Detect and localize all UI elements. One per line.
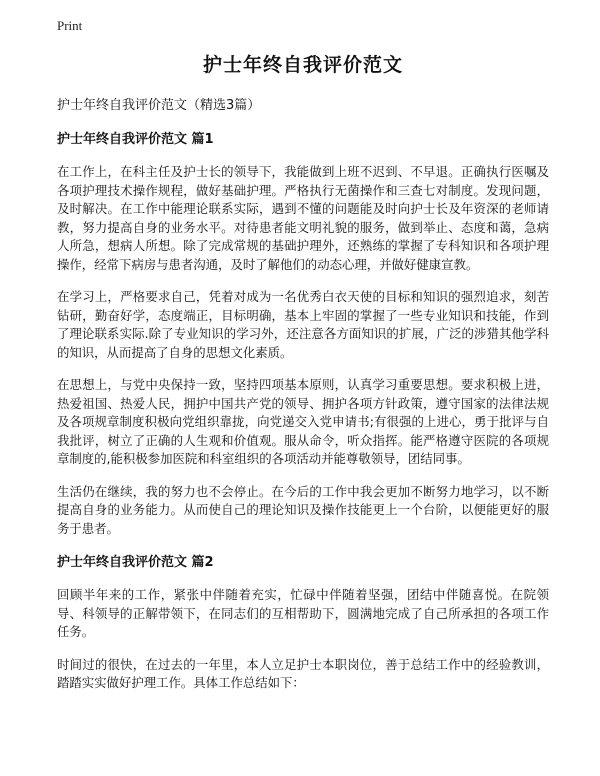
document-subtitle: 护士年终自我评价范文（精选3篇）	[57, 98, 261, 113]
section-heading-2: 护士年终自我评价范文 篇2	[57, 555, 214, 570]
document-title: 护士年终自我评价范文	[202, 54, 403, 76]
section-1-paragraph-2: 在学习上，严格要求自己，凭着对成为一名优秀白衣天使的目标和知识的强烈追求，刻苦钻研，勤奋好学，态度端正，目标明确，基本上牢固的掌握了一些专业知识和技能，作到了理论联系实际.除了专业知识的学习外，还注意各方面知识的扩展，广泛的涉猎其他学科的知识，从而提高了自身的思想文化素质。	[57, 289, 549, 360]
document-page	[57, 50, 549, 693]
section-1-paragraph-1: 在工作上，在科主任及护士长的领导下，我能做到上班不迟到、不早退。正确执行医嘱及各项护理技术操作规程，做好基础护理。严格执行无菌操作和三查七对制度。发现问题，及时解决。在工作中能理论联系实际，遇到不懂的问题能及时向护士长及年资深的老师请教，努力提高自身的业务水平。对待患者能文明礼貌的服务，做到举止、态度和蔼，急病人所急，想病人所想。除了完成常规的基础护理外，还熟练的掌握了专科知识和各项护理操作，经常下病房与患者沟通，及时了解他们的动态心理，并做好健康宣教。	[57, 164, 549, 272]
section-1-paragraph-3: 在思想上，与党中央保持一致，坚持四项基本原则，认真学习重要思想。要求积极上进，热爱祖国、热爱人民，拥护中国共产党的领导、拥护各项方针政策，遵守国家的法律法规及各项规章制度积极向党组织靠拢，向党递交入党申请书;有很强的上进心，勇于批评与自我批评，树立了正确的人生观和价值观。服从命令，听众指挥。能严格遵守医院的各项规章制度的,能积极参加医院和科室组织的各项活动并能尊敬领导，团结同事。	[57, 377, 549, 466]
section-1-paragraph-4: 生活仍在继续，我的努力也不会停止。在今后的工作中我会更加不断努力地学习，以不断提高自身的业务能力。从而使自己的理论知识及操作技能更上一个台阶，以便能更好的服务于患者。	[57, 483, 549, 536]
print-link[interactable]: Print	[57, 18, 83, 33]
section-2-paragraph-1: 回顾半年来的工作，紧张中伴随着充实，忙碌中伴随着坚强，团结中伴随喜悦。在院领导、科领导的正解带领下，在同志们的互相帮助下，圆满地完成了自己所承担的各项工作任务。	[57, 587, 549, 639]
section-heading-1: 护士年终自我评价范文 篇1	[57, 132, 214, 147]
section-2-paragraph-2: 时间过的很快，在过去的一年里，本人立足护士本职岗位，善于总结工作中的经验教训，踏踏实实做好护理工作。具体工作总结如下：	[57, 656, 549, 690]
